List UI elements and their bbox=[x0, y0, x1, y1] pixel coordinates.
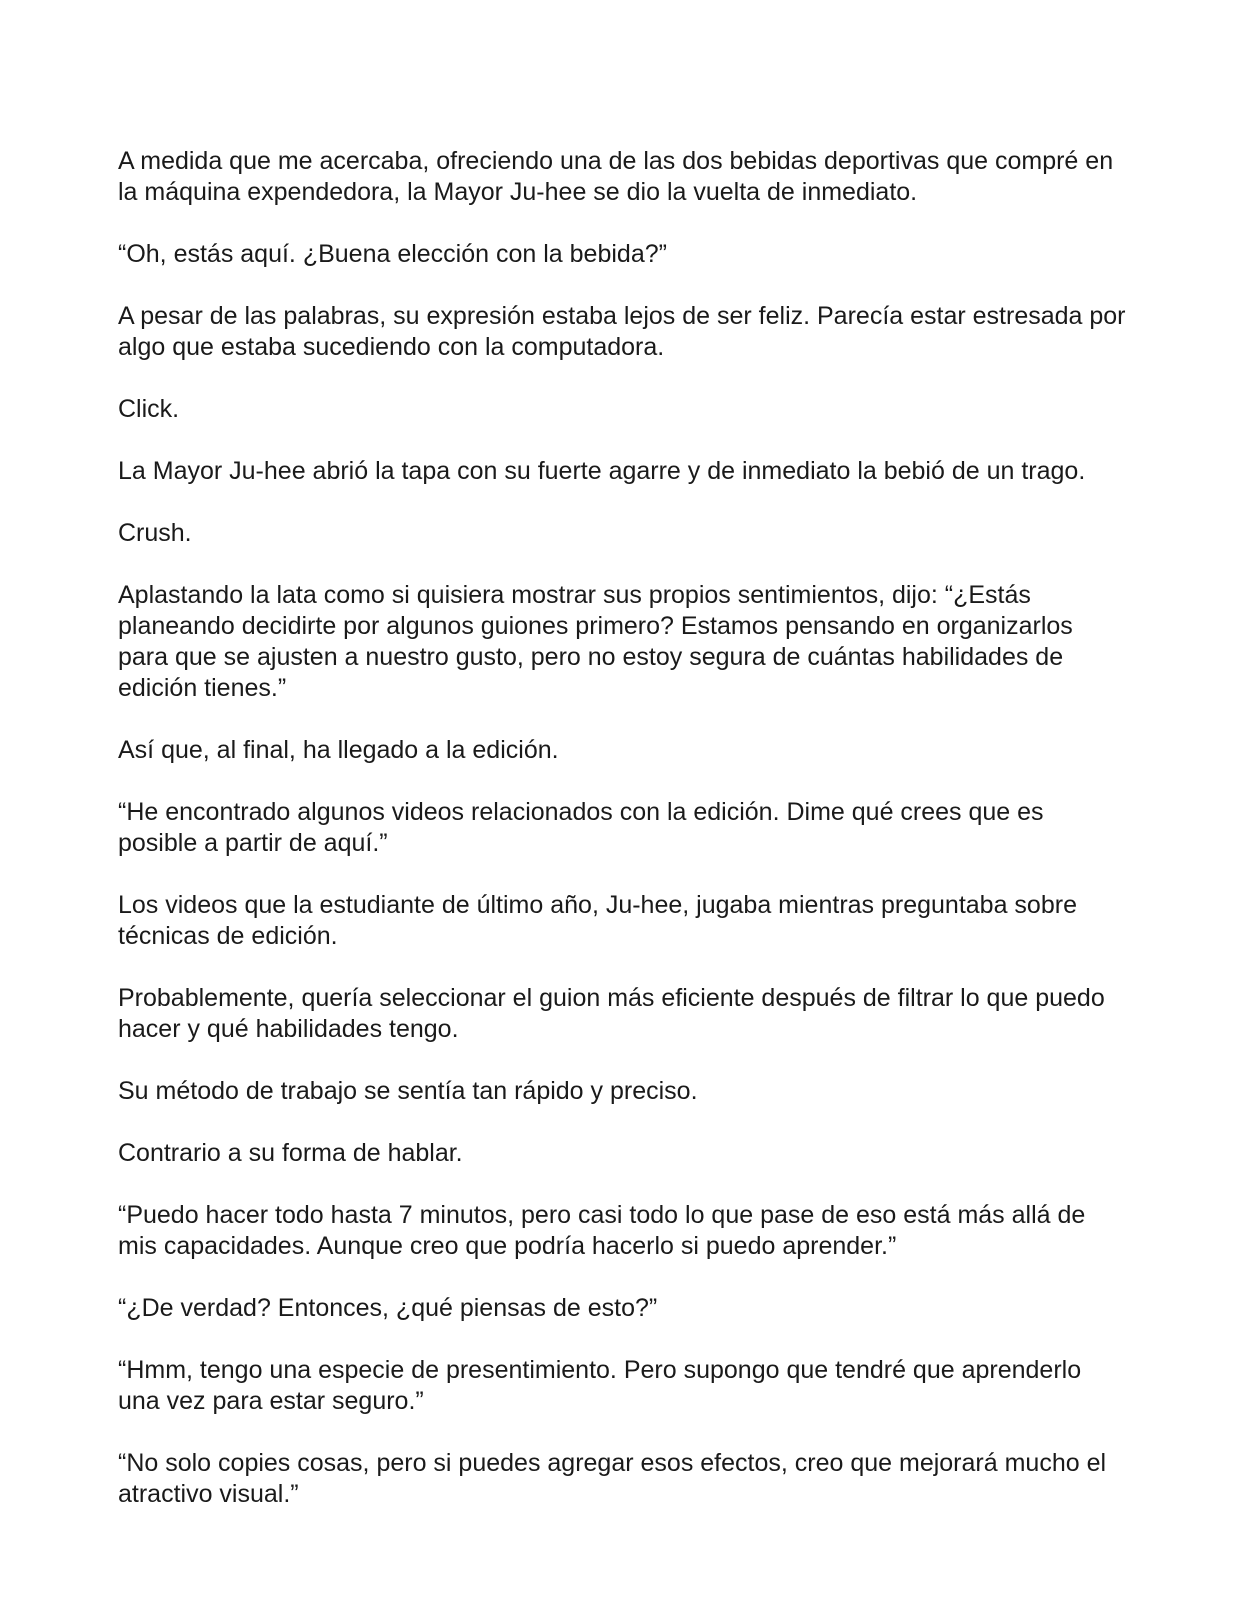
paragraph-15: “¿De verdad? Entonces, ¿qué piensas de esto?” bbox=[118, 1294, 658, 1322]
paragraph-7: Aplastando la lata como si quisiera mostrar sus propios sentimientos, dijo: “¿Estás planeando decidirte por algunos guiones primero? Estamos pensando en organizarlos para que se ajusten a nuestro gusto, pero no estoy segura de cuántas habilidades de edición tienes.” bbox=[118, 581, 1073, 702]
paragraph-11: Probablemente, quería seleccionar el guion más eficiente después de filtrar lo que puedo hacer y qué habilidades tengo. bbox=[118, 984, 1105, 1043]
paragraph-13: Contrario a su forma de hablar. bbox=[118, 1139, 463, 1167]
paragraph-3: A pesar de las palabras, su expresión estaba lejos de ser feliz. Parecía estar estresada por algo que estaba sucediendo con la computadora. bbox=[118, 302, 1126, 361]
paragraph-9: “He encontrado algunos videos relacionados con la edición. Dime qué crees que es posible a partir de aquí.” bbox=[118, 798, 1044, 857]
paragraph-14: “Puedo hacer todo hasta 7 minutos, pero casi todo lo que pase de eso está más allá de mis capacidades. Aunque creo que podría hacerlo si puedo aprender.” bbox=[118, 1201, 1086, 1260]
paragraph-16: “Hmm, tengo una especie de presentimiento. Pero supongo que tendré que aprenderlo una vez para estar seguro.” bbox=[118, 1356, 1082, 1415]
paragraph-12: Su método de trabajo se sentía tan rápido y preciso. bbox=[118, 1077, 698, 1105]
paragraph-8: Así que, al final, ha llegado a la edición. bbox=[118, 736, 559, 764]
paragraph-1: A medida que me acercaba, ofreciendo una de las dos bebidas deportivas que compré en la máquina expendedora, la Mayor Ju-hee se dio la vuelta de inmediato. bbox=[118, 147, 1114, 206]
paragraph-17: “No solo copies cosas, pero si puedes agregar esos efectos, creo que mejorará mucho el atractivo visual.” bbox=[118, 1449, 1107, 1508]
paragraph-6: Crush. bbox=[118, 519, 192, 547]
paragraph-10: Los videos que la estudiante de último año, Ju-hee, jugaba mientras preguntaba sobre técnicas de edición. bbox=[118, 891, 1077, 950]
paragraph-2: “Oh, estás aquí. ¿Buena elección con la bebida?” bbox=[118, 240, 667, 268]
paragraph-4: Click. bbox=[118, 395, 180, 423]
document-body bbox=[118, 146, 1128, 1510]
paragraph-5: La Mayor Ju-hee abrió la tapa con su fuerte agarre y de inmediato la bebió de un trago. bbox=[118, 457, 1086, 485]
